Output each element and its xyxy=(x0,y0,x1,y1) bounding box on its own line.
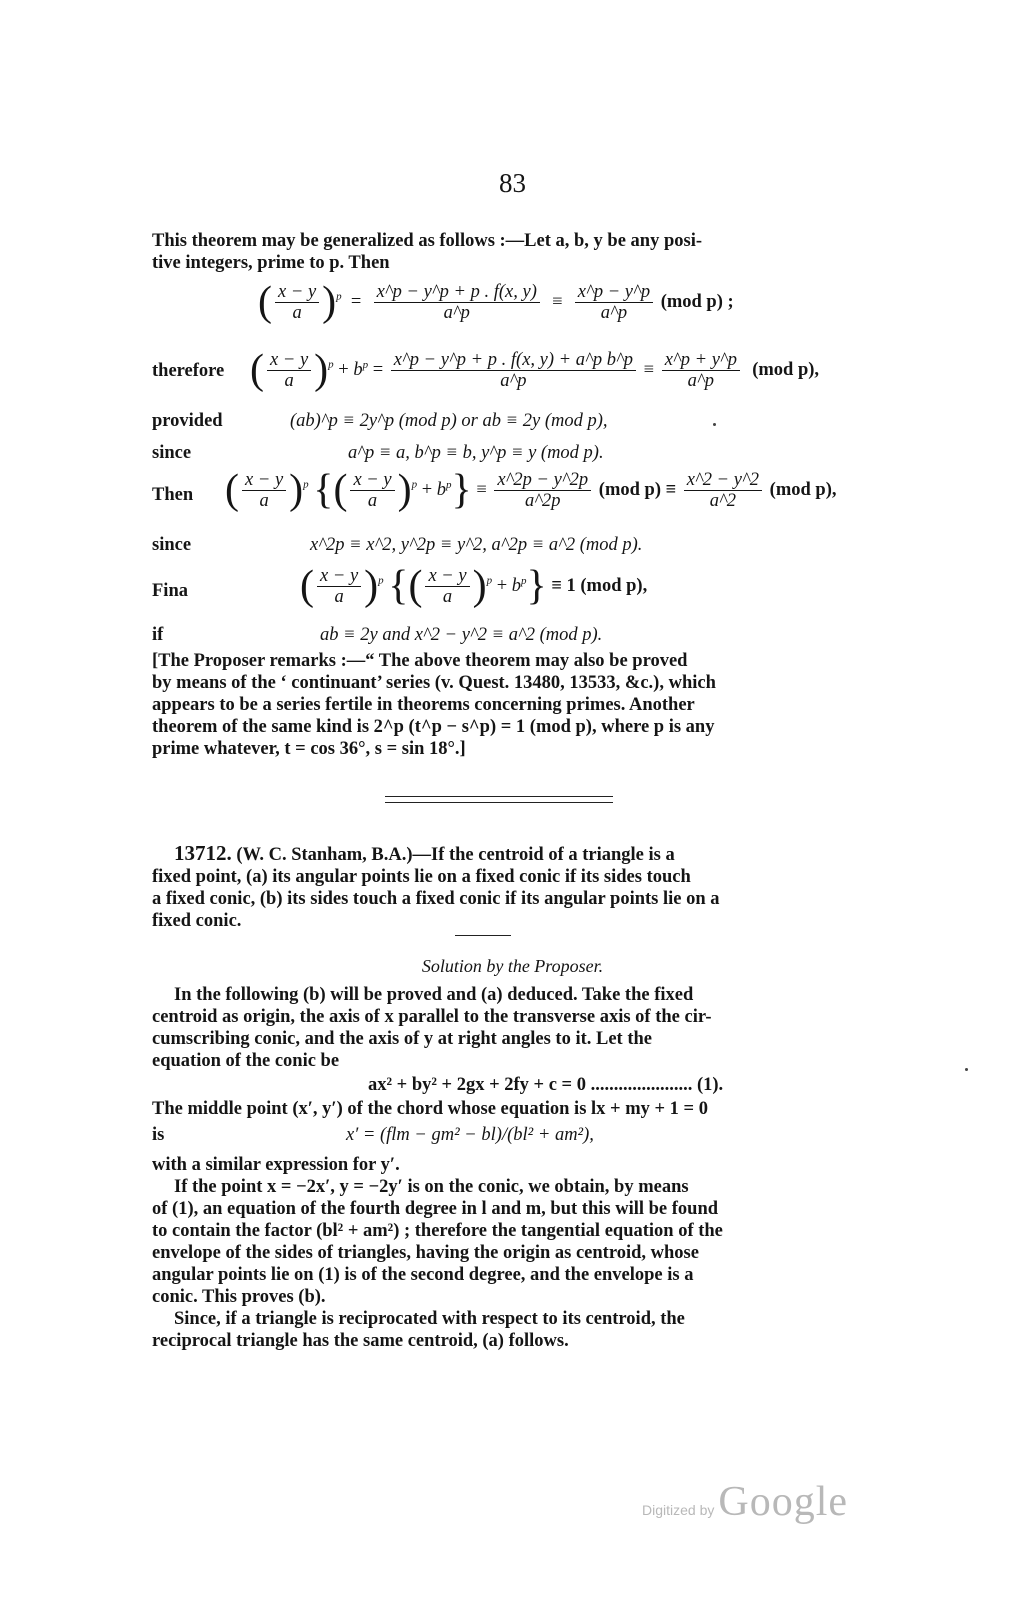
watermark-prefix: Digitized by xyxy=(642,1502,715,1518)
since-expression-1: a^p ≡ a, b^p ≡ b, y^p ≡ y (mod p). xyxy=(348,443,604,463)
eq4-tail: ≡ 1 (mod p), xyxy=(551,575,648,596)
section-divider-top xyxy=(385,796,613,797)
eq3-rhs-denominator: a^2 xyxy=(709,491,737,511)
is-label: is xyxy=(152,1125,165,1145)
eq1-rhs-numerator: x^p − y^p xyxy=(575,282,653,303)
solution-heading: Solution by the Proposer. xyxy=(421,956,604,976)
remark-line-2: by means of the ‘ continuant’ series (v. Quest. 13480, 13533, &c.), which xyxy=(152,673,716,693)
google-watermark xyxy=(642,1478,848,1526)
remark-line-4: theorem of the same kind is 2^p (t^p − s^p) = 1 (mod p), where p is any xyxy=(152,717,715,737)
eq3-mod-1: (mod p) ≡ xyxy=(598,479,677,500)
is-expression: x′ = (flm − gm² − bl)/(bl² + am²), xyxy=(346,1125,594,1145)
eq3-rhs-numerator: x^2 − y^2 xyxy=(684,470,762,491)
solution-paragraph-1 xyxy=(152,984,842,1072)
eq2-rhs-denominator: a^p xyxy=(687,371,714,391)
google-logo: Google xyxy=(718,1479,849,1525)
fina-label: Fina xyxy=(152,581,188,601)
solution-paragraph-2 xyxy=(152,1176,842,1308)
if-label: if xyxy=(152,625,164,645)
section-divider-bottom xyxy=(385,802,613,803)
solution-line-2: centroid as origin, the axis of x parallel to the transverse axis of the cir- xyxy=(152,1007,712,1027)
since-label-1: since xyxy=(152,443,192,463)
solution3-line-2: reciprocal triangle has the same centroid, (a) follows. xyxy=(152,1331,569,1351)
equation-3: ( $\frac{x - y}{a}$ )$^p$ {( $\frac{x - y}{a}$ )$^p + b^p$} ≡ $\frac{x\^{}2p - y\^{}2p}{a\^{}2p}$ (mod p) ≡ $\frac{x\^{}2 - y\^{}2}{a\^{}2}$ (mod p), xyxy=(225,466,837,513)
since-expression-2: x^2p ≡ x^2, y^2p ≡ y^2, a^2p ≡ a^2 (mod p). xyxy=(310,535,643,555)
eq3-mid-denominator: a^2p xyxy=(525,491,561,511)
eq3-mod-2: (mod p), xyxy=(769,479,837,500)
short-divider xyxy=(455,935,511,936)
eq2-mid-denominator: a^p xyxy=(500,371,527,391)
intro-line-1: This theorem may be generalized as follows :—Let a, b, y be any posi- xyxy=(152,231,703,251)
scan-speck xyxy=(713,423,716,426)
equation-4: ( $\frac{x - y}{a}$ )$^p$ {( $\frac{x - y}{a}$ )$^p + b^p\} \equiv 1$ (mod p), xyxy=(300,562,648,609)
eq2-rhs-numerator: x^p + y^p xyxy=(662,350,740,371)
equation-5: ax² + by² + 2gx + 2fy + c = 0 ...................... (1). xyxy=(368,1075,724,1095)
eq1-mod: (mod p) ; xyxy=(660,291,734,312)
question-author: (W. C. Stanham, B.A.)— xyxy=(236,845,431,865)
eq2-mid-numerator: x^p − y^p + p . f(x, y) + a^p b^p xyxy=(391,350,636,371)
remark-line-5: prime whatever, t = cos 36°, s = sin 18°.] xyxy=(152,739,466,759)
eq1-mid-denominator: a^p xyxy=(443,303,470,323)
solution-line-3: cumscribing conic, and the axis of y at right angles to it. Let the xyxy=(152,1029,652,1049)
eq1-rhs-denominator: a^p xyxy=(600,303,628,323)
solution3-line-1: Since, if a triangle is reciprocated with respect to its centroid, the xyxy=(174,1309,685,1329)
equation-1: ( $\frac{x - y}{a}$ )$^p$ = $\frac{x\^{}p - y\^{}p + p . f(x, y)}{a\^{}p}$ ≡ $\frac{x\^{}p - y\^{}p}{a\^{}p}$ (mod p) ; xyxy=(258,278,734,325)
therefore-label: therefore xyxy=(152,361,225,381)
similar-expression-line: with a similar expression for y′. xyxy=(152,1155,400,1175)
scan-speck xyxy=(965,1068,968,1071)
proposer-remark xyxy=(152,650,842,760)
then-label: Then xyxy=(152,485,194,505)
eq3-mid-numerator: x^2p − y^2p xyxy=(494,470,591,491)
solution2-line-1: If the point x = −2x′, y = −2y′ is on the conic, we obtain, by means xyxy=(174,1177,689,1197)
paragraph-intro xyxy=(152,230,842,274)
provided-expression: (ab)^p ≡ 2y^p (mod p) or ab ≡ 2y (mod p), xyxy=(290,411,608,431)
middle-point-line: The middle point (x′, y′) of the chord whose equation is lx + my + 1 = 0 xyxy=(152,1099,708,1119)
question-13712 xyxy=(152,842,842,932)
solution2-line-6: conic. This proves (b). xyxy=(152,1287,326,1307)
solution-line-4: equation of the conic be xyxy=(152,1051,340,1071)
provided-label: provided xyxy=(152,411,223,431)
solution2-line-5: angular points lie on (1) is of the second degree, and the envelope is a xyxy=(152,1265,694,1285)
intro-line-2: tive integers, prime to p. Then xyxy=(152,253,390,273)
solution2-line-4: envelope of the sides of triangles, having the origin as centroid, whose xyxy=(152,1243,699,1263)
question-number: 13712. xyxy=(174,841,232,865)
question-line-4: fixed conic. xyxy=(152,911,242,931)
question-line-2: fixed point, (a) its angular points lie on a fixed conic if its sides touch xyxy=(152,867,691,887)
page-number: 83 xyxy=(499,168,526,198)
eq1-mid-numerator: x^p − y^p + p . f(x, y) xyxy=(374,282,540,303)
question-line-3: a fixed conic, (b) its sides touch a fixed conic if its angular points lie on a xyxy=(152,889,720,909)
question-line-1: If the centroid of a triangle is a xyxy=(431,845,675,865)
eq2-mod: (mod p), xyxy=(752,359,820,380)
remark-line-3: appears to be a series fertile in theorems concerning primes. Another xyxy=(152,695,695,715)
solution-line-1: In the following (b) will be proved and (a) deduced. Take the fixed xyxy=(174,985,694,1005)
solution-paragraph-3 xyxy=(152,1308,842,1352)
solution2-line-3: to contain the factor (bl² + am²) ; therefore the tangential equation of the xyxy=(152,1221,723,1241)
equation-2: ( $\frac{x - y}{a}$ )$^p + b^p$ = $\frac{\text{x\textasciicircum{}p − y\textasciicircum{}p + p . f(x, y) + a\textasciicircum{}p b\textasciicircum{}p}}{a\^{}p}$ ≡ $\frac{x\^{}p + y\^{}p}{a\^{}p}$ (mod p), xyxy=(250,346,820,393)
solution2-line-2: of (1), an equation of the fourth degree in l and m, but this will be found xyxy=(152,1199,719,1219)
remark-line-1: [The Proposer remarks :—“ The above theorem may also be proved xyxy=(152,651,688,671)
since-label-2: since xyxy=(152,535,192,555)
if-expression: ab ≡ 2y and x^2 − y^2 ≡ a^2 (mod p). xyxy=(320,625,603,645)
